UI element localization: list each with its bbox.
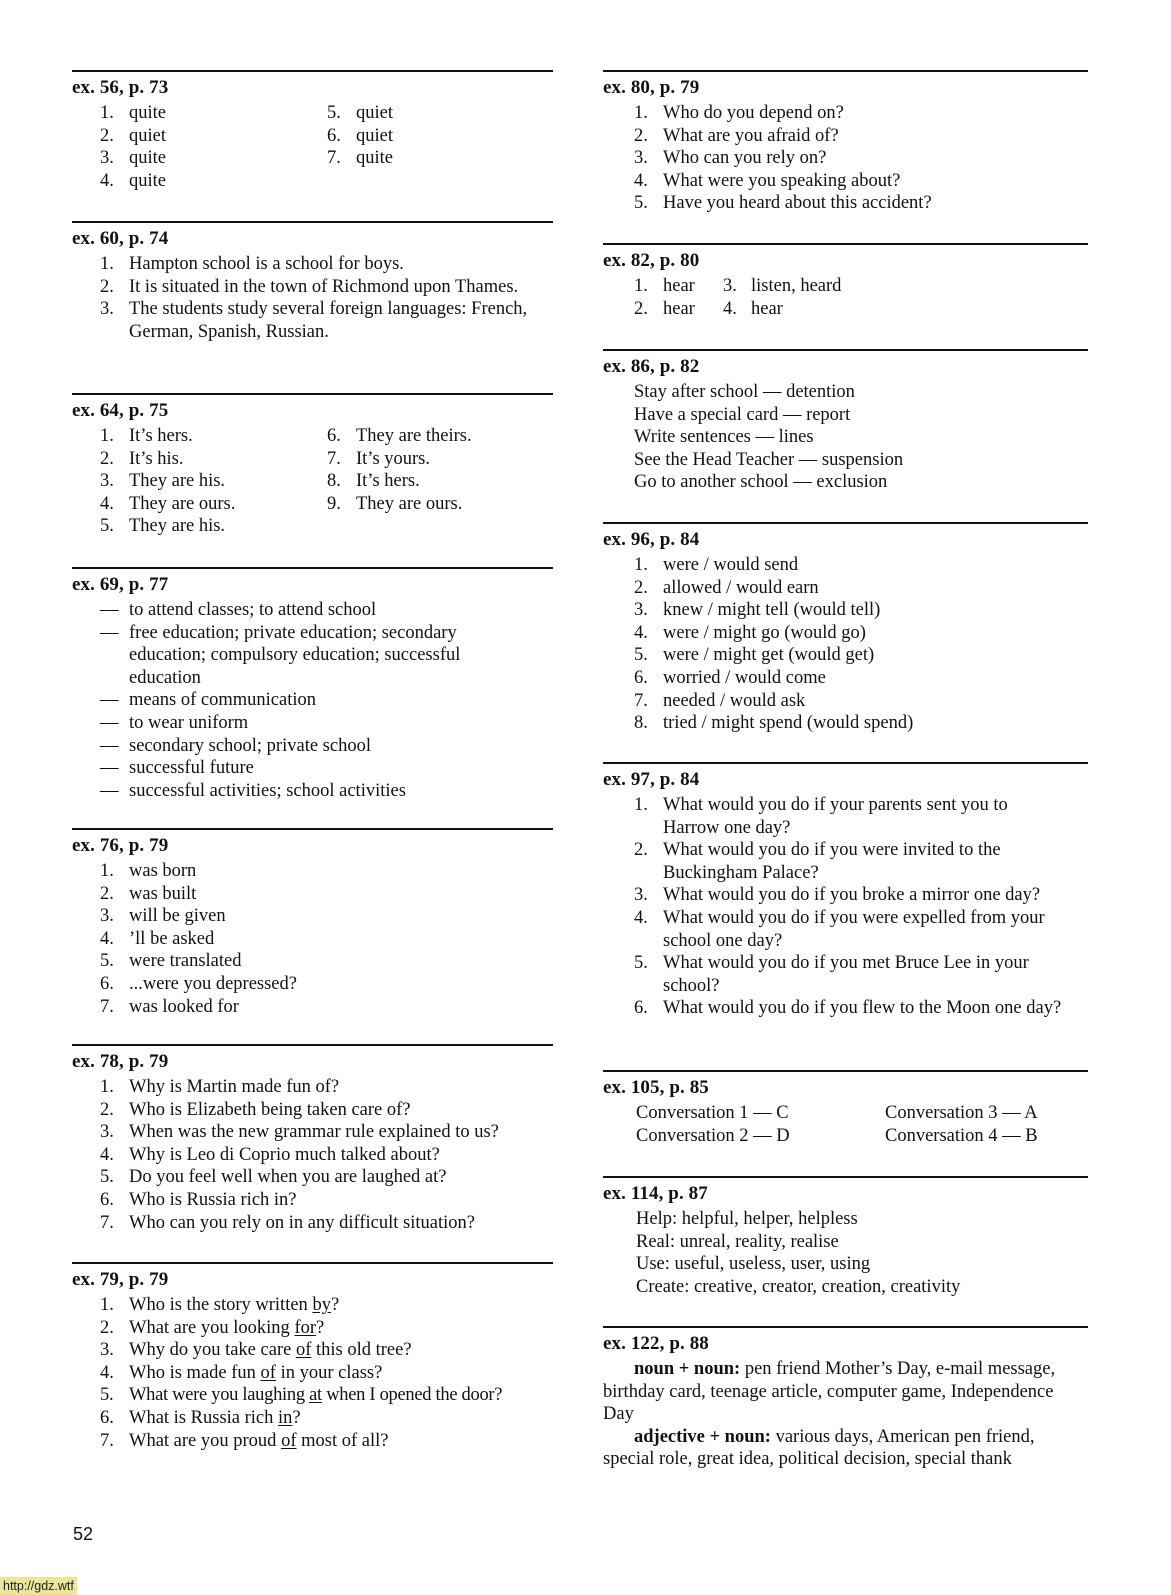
underlined-preposition: for — [294, 1317, 317, 1338]
answer-row — [603, 1102, 1088, 1125]
answer-item: 1. hear — [634, 276, 695, 296]
exercise-heading: ex. 64, p. 75 — [72, 400, 169, 421]
answer-item: 4. Who is made fun of in your class? — [100, 1362, 383, 1383]
exercise-heading: ex. 69, p. 77 — [72, 574, 169, 595]
dash-item: — to attend classes; to attend school — [100, 600, 377, 620]
answer-paragraph: adjective + noun: various days, American pen friend, special role, great idea, political decision, special thank — [603, 1426, 1035, 1470]
section-divider — [603, 1070, 1088, 1072]
answer-item: 6. quiet — [327, 125, 393, 146]
exercise-heading: ex. 114, p. 87 — [603, 1183, 708, 1204]
answer-item: 6. What is Russia rich in? — [100, 1407, 301, 1428]
dash-bullet: — — [100, 735, 119, 756]
answer-paragraph: noun + noun: pen friend Mother’s Day, e-mail message, birthday card, teenage article, computer game, Independence Day — [603, 1359, 1056, 1425]
section-divider — [603, 349, 1088, 351]
section-divider — [603, 243, 1088, 245]
answer-list — [72, 253, 553, 343]
dash-item: — means of communication — [100, 690, 317, 711]
dash-bullet: — — [100, 712, 119, 733]
exercise-96 — [603, 522, 1088, 735]
exercise-79 — [72, 1262, 553, 1452]
answer-item: 1. was born — [100, 861, 197, 881]
answer-list — [723, 275, 1088, 320]
exercise-heading: ex. 96, p. 84 — [603, 529, 700, 550]
answer-item: 7. quite — [327, 148, 393, 169]
section-divider — [72, 70, 553, 72]
answer-item: 1. Why is Martin made fun of? — [100, 1077, 340, 1097]
exercise-heading: ex. 105, p. 85 — [603, 1077, 709, 1098]
answer-item: 4. ’ll be asked — [100, 928, 215, 949]
section-divider — [603, 522, 1088, 524]
exercise-76 — [72, 828, 553, 1018]
answer-item: 2. What would you do if you were invited to the Buckingham Palace? — [634, 840, 1001, 883]
section-divider — [603, 1176, 1088, 1178]
exercise-60 — [72, 221, 553, 343]
answer-cell: Conversation 3 — A — [885, 1103, 1038, 1123]
underlined-preposition: of — [295, 1340, 312, 1361]
answer-item: 3. When was the new grammar rule explained to us? — [100, 1122, 499, 1143]
answer-line: Real: unreal, reality, realise — [636, 1231, 839, 1252]
answer-item: 3. quite — [100, 148, 166, 169]
exercise-80 — [603, 70, 1088, 215]
answer-item: 1. quite — [100, 103, 166, 123]
exercise-82 — [603, 243, 1088, 320]
exercise-122 — [603, 1326, 1088, 1471]
dash-bullet: — — [100, 600, 119, 620]
answer-cell: Conversation 2 — D — [636, 1125, 790, 1146]
answer-item: 4. hear — [723, 298, 783, 319]
answer-item: 4. were / might go (would go) — [634, 622, 866, 643]
exercise-heading: ex. 76, p. 79 — [72, 835, 169, 856]
answer-item: 2. It’s his. — [100, 448, 184, 469]
answer-item: 8. It’s hers. — [327, 471, 420, 492]
answer-item: 4. What would you do if you were expelled from your school one day? — [634, 907, 1045, 951]
answer-item: 1. Hampton school is a school for boys. — [100, 254, 404, 274]
answer-item: 6. ...were you depressed? — [100, 973, 297, 994]
answer-list — [72, 102, 299, 192]
answer-line: Help: helpful, helper, helpless — [636, 1209, 858, 1229]
answer-list — [603, 794, 1088, 1020]
dash-item: — free education; private education; secondary education; compulsory education; successful education — [100, 622, 461, 688]
answer-line: Use: useful, useless, user, using — [636, 1254, 871, 1275]
answer-cell: Conversation 4 — B — [885, 1125, 1038, 1146]
answer-list — [72, 1294, 553, 1452]
exercise-heading: ex. 78, p. 79 — [72, 1051, 169, 1072]
section-divider — [72, 393, 553, 395]
answer-list — [603, 102, 1088, 215]
answer-item: 3. They are his. — [100, 471, 226, 492]
section-divider — [72, 828, 553, 830]
exercise-heading: ex. 79, p. 79 — [72, 1269, 169, 1290]
dash-bullet: — — [100, 758, 119, 779]
dash-item: — to wear uniform — [100, 712, 249, 733]
exercise-78 — [72, 1044, 553, 1234]
answer-item: 7. needed / would ask — [634, 690, 806, 711]
answer-row — [603, 1125, 1088, 1148]
answer-item: 1. Who is the story written by? — [100, 1295, 340, 1315]
exercise-56 — [72, 70, 553, 192]
exercise-105 — [603, 1070, 1088, 1147]
answer-line: Have a special card — report — [634, 404, 851, 425]
answer-item: 9. They are ours. — [327, 493, 463, 514]
answer-list — [72, 860, 553, 1018]
exercise-heading: ex. 82, p. 80 — [603, 250, 700, 271]
answer-list — [72, 1076, 553, 1234]
answer-cell: Conversation 1 — C — [636, 1103, 789, 1123]
exercise-heading: ex. 80, p. 79 — [603, 77, 700, 98]
answer-item: 2. quiet — [100, 125, 166, 146]
section-divider — [603, 762, 1088, 764]
answer-item: 3. will be given — [100, 906, 226, 927]
underlined-preposition: of — [281, 1430, 297, 1451]
underlined-preposition: in — [278, 1407, 293, 1428]
answer-item: 8. tried / might spend (would spend) — [634, 713, 914, 734]
answer-item: 3. Who can you rely on? — [634, 148, 827, 169]
exercise-heading: ex. 86, p. 82 — [603, 356, 700, 377]
watermark-link[interactable]: http://gdz.wtf — [0, 1577, 77, 1595]
section-divider — [72, 221, 553, 223]
category-label: noun + noun: — [634, 1359, 741, 1379]
answer-item: 2. allowed / would earn — [634, 577, 819, 598]
answer-item: 1. were / would send — [634, 555, 799, 575]
exercise-heading: ex. 56, p. 73 — [72, 77, 169, 98]
answer-item: 2. Who is Elizabeth being taken care of? — [100, 1099, 411, 1120]
answer-line: See the Head Teacher — suspension — [634, 449, 904, 470]
page-number: 52 — [73, 1524, 94, 1544]
answer-line: Create: creative, creator, creation, creativity — [636, 1276, 961, 1297]
answer-item: 3. knew / might tell (would tell) — [634, 600, 881, 621]
answer-list — [603, 275, 723, 320]
answer-item: 5. were / might get (would get) — [634, 645, 875, 666]
section-divider — [72, 567, 553, 569]
answer-item: 3. The students study several foreign languages: French, German, Spanish, Russian. — [100, 299, 528, 342]
exercise-86 — [603, 349, 1088, 494]
underlined-preposition: at — [309, 1385, 322, 1406]
underlined-preposition: by — [312, 1295, 331, 1315]
answer-item: 1. Who do you depend on? — [634, 103, 844, 123]
answer-item: 3. listen, heard — [723, 276, 842, 296]
answer-item: 6. They are theirs. — [327, 426, 472, 446]
answer-item: 5. were translated — [100, 951, 242, 972]
answer-item: 5. Have you heard about this accident? — [634, 193, 932, 214]
answer-list — [299, 425, 553, 538]
answer-list — [299, 102, 553, 192]
answer-item: 5. What would you do if you met Bruce Lee in your school? — [634, 953, 1029, 996]
section-divider — [72, 1262, 553, 1264]
answer-line: Stay after school — detention — [634, 382, 855, 402]
answer-item: 7. Who can you rely on in any difficult situation? — [100, 1212, 475, 1233]
answer-item: 4. Why is Leo di Coprio much talked about? — [100, 1144, 440, 1165]
exercise-114 — [603, 1176, 1088, 1298]
answer-item: 7. was looked for — [100, 996, 239, 1017]
exercise-64 — [72, 393, 553, 538]
answer-item: 2. What are you afraid of? — [634, 125, 839, 146]
answer-item: 6. What would you do if you flew to the Moon one day? — [634, 998, 1062, 1019]
answer-item: 3. Why do you take care of this old tree? — [100, 1340, 412, 1361]
section-divider — [603, 1326, 1088, 1328]
answer-item: 6. Who is Russia rich in? — [100, 1189, 297, 1210]
answer-item: 3. What would you do if you broke a mirror one day? — [634, 885, 1041, 906]
section-divider — [603, 70, 1088, 72]
answer-list — [72, 425, 299, 538]
answer-line: Write sentences — lines — [634, 427, 814, 448]
answer-item: 2. What are you looking for? — [100, 1317, 325, 1338]
answer-item: 4. What were you speaking about? — [634, 170, 901, 191]
answer-item: 6. worried / would come — [634, 667, 826, 688]
answer-item: 1. It’s hers. — [100, 426, 193, 446]
answer-item: 5. They are his. — [100, 516, 226, 537]
dash-item: — successful future — [100, 758, 254, 779]
underlined-preposition: of — [260, 1362, 276, 1383]
exercise-97 — [603, 762, 1088, 1020]
answer-item: 2. hear — [634, 298, 695, 319]
exercise-heading: ex. 60, p. 74 — [72, 228, 169, 249]
dash-item: — successful activities; school activities — [100, 780, 406, 801]
exercise-heading: ex. 122, p. 88 — [603, 1333, 709, 1354]
answer-item: 2. It is situated in the town of Richmond upon Thames. — [100, 276, 519, 297]
dash-list — [72, 599, 553, 802]
answer-item: 1. What would you do if your parents sent you to Harrow one day? — [634, 795, 1008, 838]
answer-item: 7. It’s yours. — [327, 448, 430, 469]
answer-item: 5. quiet — [327, 103, 393, 123]
answer-list — [603, 554, 1088, 735]
section-divider — [72, 1044, 553, 1046]
answer-item: 5. Do you feel well when you are laughed at? — [100, 1167, 447, 1188]
dash-bullet: — — [100, 622, 119, 643]
answer-item: 2. was built — [100, 883, 197, 904]
answer-item: 4. quite — [100, 170, 166, 191]
answer-item: 5. What were you laughing at when I opened the door? — [100, 1385, 503, 1406]
dash-bullet: — — [100, 780, 119, 801]
category-label: adjective + noun: — [634, 1426, 771, 1447]
exercise-69 — [72, 567, 553, 802]
answer-item: 4. They are ours. — [100, 493, 236, 514]
dash-bullet: — — [100, 690, 119, 711]
answer-item: 7. What are you proud of most of all? — [100, 1430, 389, 1451]
answer-line: Go to another school — exclusion — [634, 472, 888, 493]
dash-item: — secondary school; private school — [100, 735, 371, 756]
exercise-heading: ex. 97, p. 84 — [603, 769, 700, 790]
